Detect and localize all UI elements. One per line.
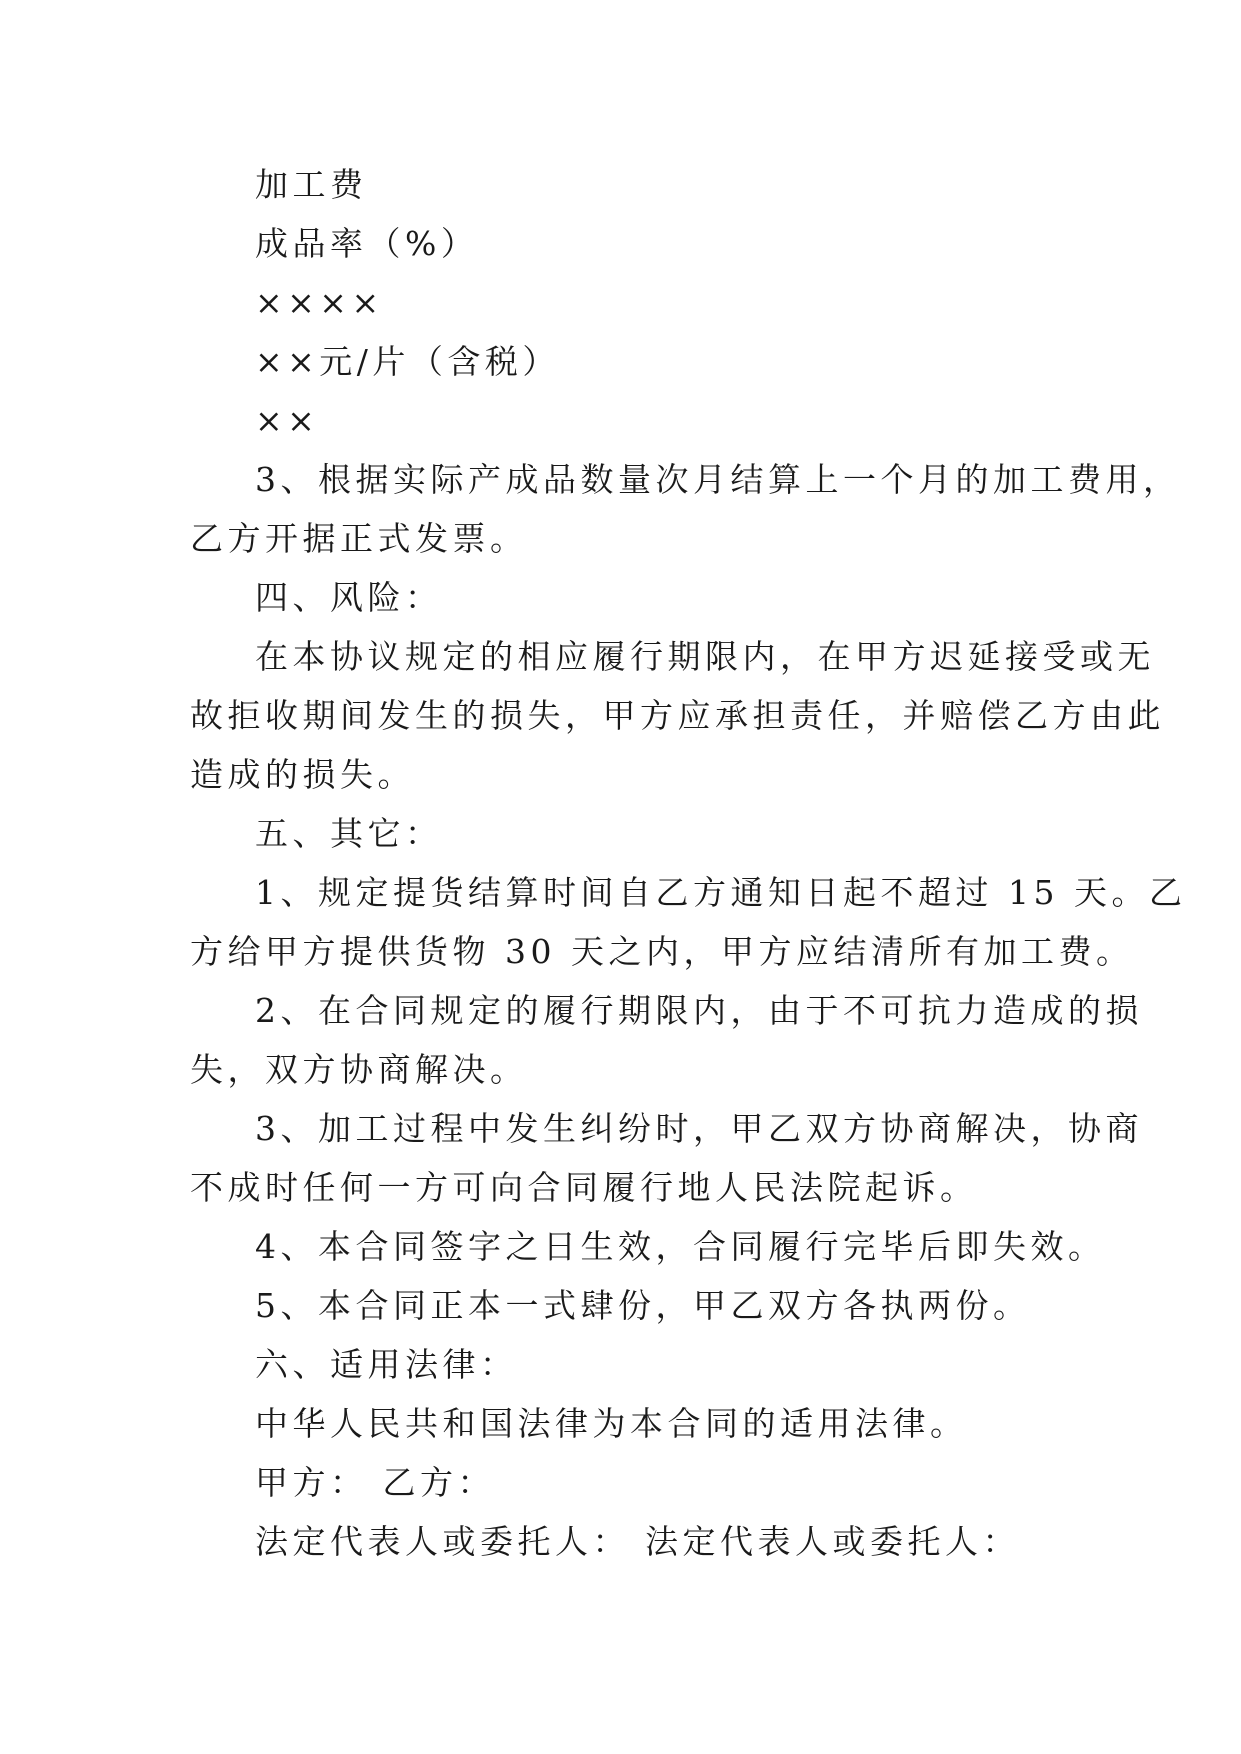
text-line-other-1-cont: 方给甲方提供货物 30 天之内，甲方应结清所有加工费。 bbox=[190, 932, 1134, 971]
text-line-other-4: 4、本合同签字之日生效，合同履行完毕后即失效。 bbox=[255, 1227, 1106, 1266]
section-heading-law: 六、适用法律： bbox=[255, 1345, 518, 1384]
text-line-other-1: 1、规定提货结算时间自乙方通知日起不超过 15 天。乙 bbox=[255, 873, 1187, 912]
text-line-processing-fee: 加工费 bbox=[255, 165, 368, 204]
signature-parties: 甲方： 乙方： bbox=[255, 1463, 495, 1502]
text-line-other-5: 5、本合同正本一式肆份，甲乙双方各执两份。 bbox=[255, 1286, 1031, 1325]
section-heading-other: 五、其它： bbox=[255, 814, 443, 853]
text-line-clause-3-cont: 乙方开据正式发票。 bbox=[190, 519, 528, 558]
section-heading-risk: 四、风险： bbox=[255, 578, 443, 617]
text-line-placeholder-2: ×× bbox=[255, 401, 320, 440]
text-line-unit-price: ××元/片（含税） bbox=[255, 342, 560, 381]
text-line-other-2: 2、在合同规定的履行期限内，由于不可抗力造成的损 bbox=[255, 991, 1143, 1030]
text-line-clause-3: 3、根据实际产成品数量次月结算上一个月的加工费用， bbox=[255, 460, 1181, 499]
text-line-yield-rate: 成品率（%） bbox=[255, 224, 479, 263]
text-line-placeholder-1: ×××× bbox=[255, 283, 384, 322]
text-line-other-3-cont: 不成时任何一方可向合同履行地人民法院起诉。 bbox=[190, 1168, 978, 1207]
text-line-other-3: 3、加工过程中发生纠纷时，甲乙双方协商解决，协商 bbox=[255, 1109, 1143, 1148]
signature-representatives: 法定代表人或委托人： 法定代表人或委托人： bbox=[255, 1522, 1020, 1561]
text-line-risk-2: 故拒收期间发生的损失，甲方应承担责任，并赔偿乙方由此 bbox=[190, 696, 1165, 735]
text-line-law: 中华人民共和国法律为本合同的适用法律。 bbox=[255, 1404, 968, 1443]
text-line-other-2-cont: 失，双方协商解决。 bbox=[190, 1050, 528, 1089]
text-line-risk-3: 造成的损失。 bbox=[190, 755, 415, 794]
text-line-risk-1: 在本协议规定的相应履行期限内，在甲方迟延接受或无 bbox=[255, 637, 1155, 676]
